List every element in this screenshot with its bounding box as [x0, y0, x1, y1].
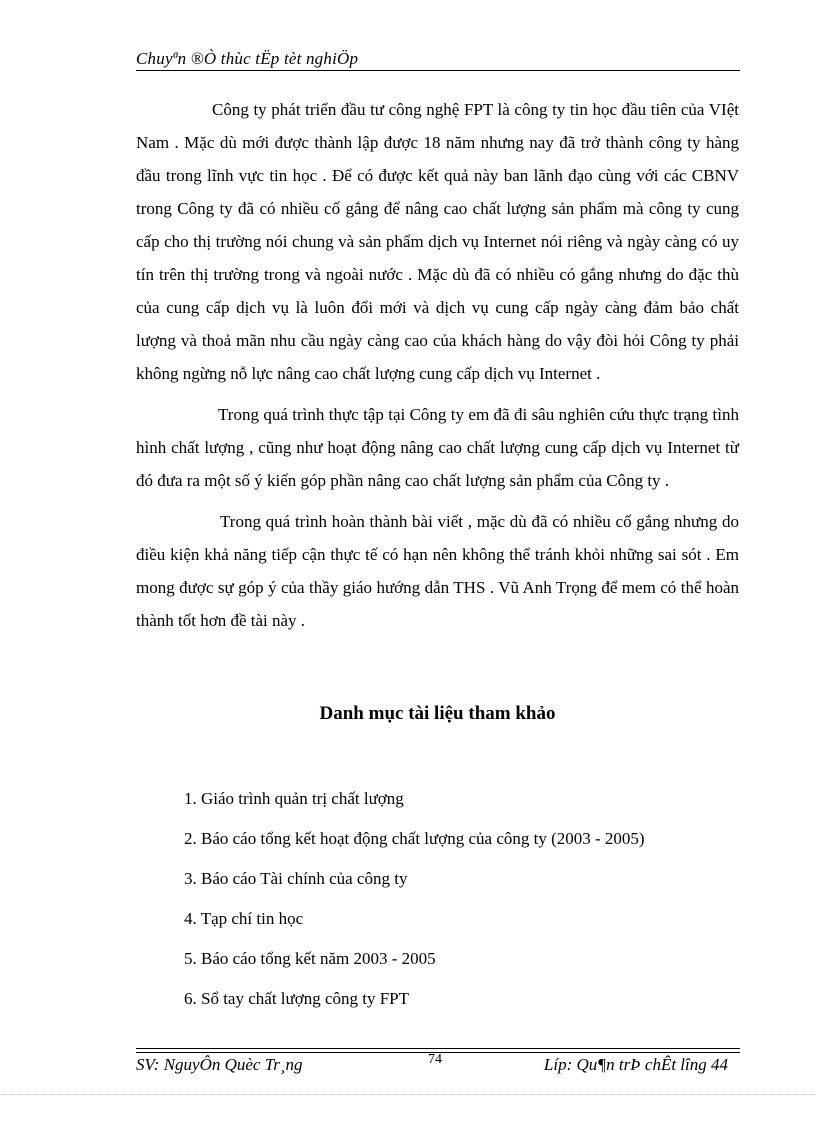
footer-class-name: Líp: Qu¶n trÞ chÊt lîng 44	[543, 1055, 728, 1074]
body-text	[136, 93, 739, 637]
paragraph-intro: Công ty phát triển đầu tư công nghệ FPT là công ty tin học đầu tiên của VIệt Nam . Mặc dù mới được thành lập được 18 năm nhưng nay đã trở thành công ty hàng đầu trong lĩnh vực tin học . Để có được kết quả này ban lãnh đạo cùng với các CBNV trong Công ty đã có nhiều cố gắng để nâng cao chất lượng sản phẩm mà công ty cung cấp cho thị trường nói chung và sản phẩm dịch vụ Internet nói riêng và ngày càng có uy tín trên thị trường trong và ngoài nước . Mặc dù đã có nhiều có gắng nhưng do đặc thù của cung cấp dịch vụ là luôn đổi mới và dịch vụ cung cấp ngày càng đảm bảo chất lượng và thoả mãn nhu cầu ngày càng cao của khách hàng do vậy đòi hỏi Công ty phải không ngừng nỗ lực nâng cao chất lượng cung cấp dịch vụ Internet .	[136, 100, 739, 383]
header-rule	[136, 70, 740, 71]
footer-student-name: SV: NguyÔn Quèc Tr¸ng	[136, 1055, 303, 1074]
page-edge-divider	[0, 1094, 816, 1095]
reference-item: 1. Giáo trình quản trị chất lượng	[184, 789, 404, 808]
references-list	[184, 787, 645, 1027]
references-heading: Danh mục tài liệu tham khảo	[319, 703, 556, 724]
reference-item: 4. Tạp chí tin học	[184, 909, 304, 928]
reference-item: 5. Báo cáo tổng kết năm 2003 - 2005	[184, 949, 436, 968]
reference-item: 2. Báo cáo tổng kết hoạt động chất lượng của công ty (2003 - 2005)	[184, 829, 645, 848]
paragraph-acknowledgement: Trong quá trình hoàn thành bài viết , mặc dù đã có nhiều cố gắng nhưng do điều kiện khả năng tiếp cận thực tế có hạn nên không thể tránh khỏi những sai sót . Em mong được sự góp ý của thầy giáo hướng dẫn THS . Vũ Anh Trọng để mem có thể hoàn thành tốt hơn đề tài này .	[136, 512, 739, 630]
reference-item: 6. Sổ tay chất lượng công ty FPT	[184, 989, 410, 1008]
footer-rule-thick	[136, 1048, 740, 1049]
running-header: Chuyªn ®Ò thùc tËp tèt nghiÖp	[136, 49, 359, 68]
page-number: 74	[428, 1052, 442, 1067]
paragraph-internship: Trong quá trình thực tập tại Công ty em đã đi sâu nghiên cứu thực trạng tình hình chất lượng , cũng như hoạt động nâng cao chất lượng cung cấp dịch vụ Internet từ đó đưa ra một số ý kiến góp phần nâng cao chất lượng sản phẩm của Công ty .	[136, 405, 739, 490]
reference-item: 3. Báo cáo Tài chính của công ty	[184, 869, 408, 888]
